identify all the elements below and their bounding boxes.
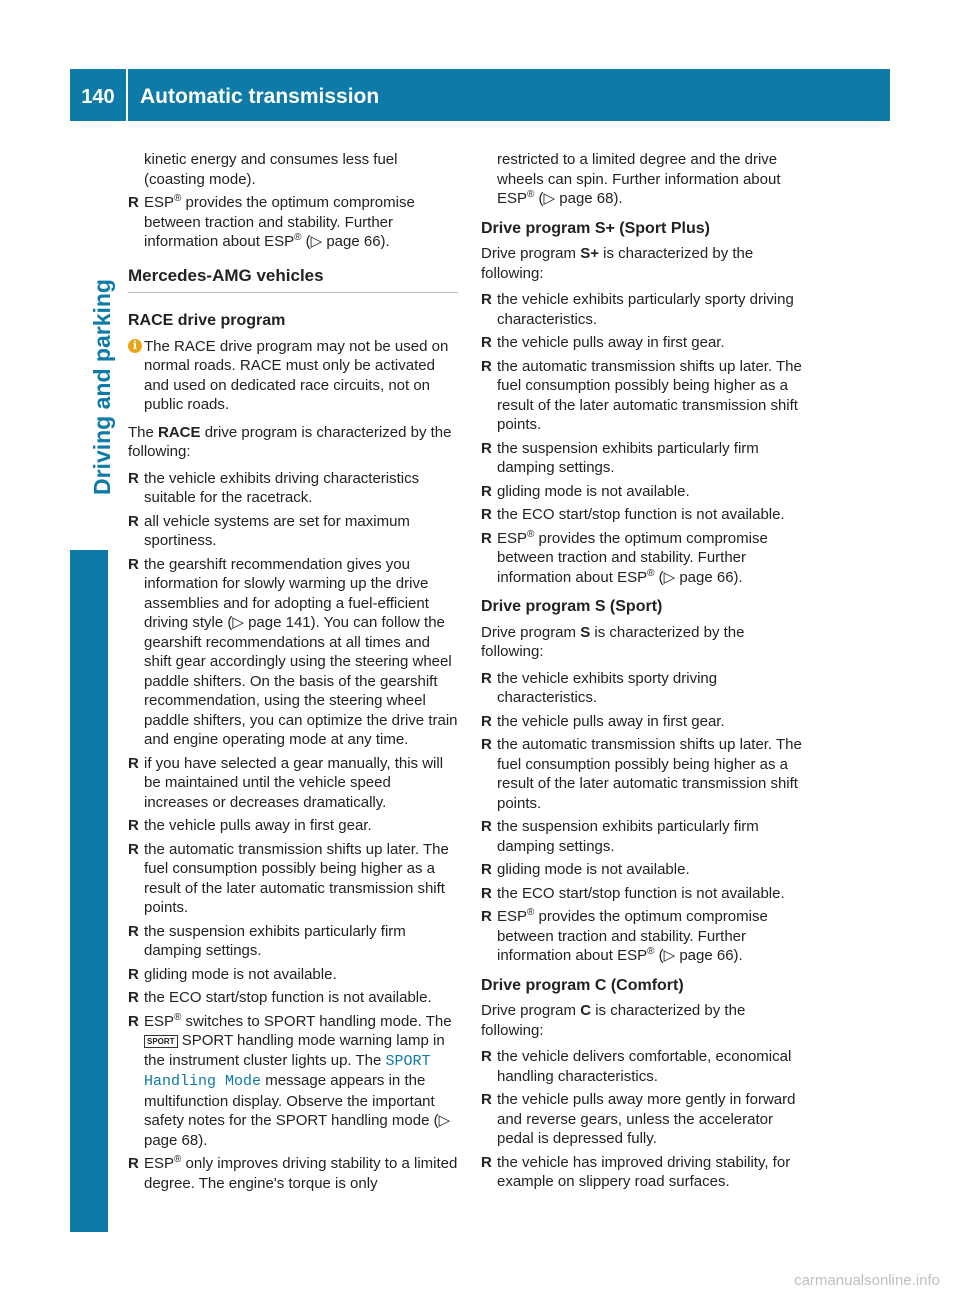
race-list bbox=[128, 469, 458, 1194]
list-item: R ESP® provides the optimum compromise between traction and stability. Further information about ESP® (▷ page 66). bbox=[481, 528, 768, 586]
list-item: R the suspension exhibits particularly firm damping settings. bbox=[128, 922, 406, 959]
esp-list bbox=[128, 193, 458, 252]
comfort-list bbox=[481, 1047, 811, 1192]
list-item: R the automatic transmission shifts up later. The fuel consumption possibly being higher as a result of the later automatic transmission shift points. bbox=[481, 357, 802, 433]
list-item: R the suspension exhibits particularly firm damping settings. bbox=[481, 439, 759, 476]
sport-list bbox=[481, 669, 811, 966]
list-item: R the vehicle exhibits particularly sporty driving characteristics. bbox=[481, 291, 794, 328]
section-heading: Mercedes-AMG vehicles bbox=[128, 266, 458, 294]
intro-text: kinetic energy and consumes less fuel (coasting mode). bbox=[144, 151, 398, 188]
list-item: R the vehicle has improved driving stability, for example on slippery road surfaces. bbox=[481, 1153, 791, 1190]
sport-mode-icon: SPORT bbox=[144, 1035, 178, 1048]
info-icon: i bbox=[128, 339, 142, 353]
race-intro: The RACE drive program is characterized by the following: bbox=[128, 423, 452, 460]
list-item: R gliding mode is not available. bbox=[128, 965, 337, 983]
display-message: SPORT Handling Mode bbox=[144, 1052, 431, 1090]
list-item: R the vehicle pulls away in first gear. bbox=[481, 712, 725, 730]
list-item: R the suspension exhibits particularly firm damping settings. bbox=[481, 818, 759, 855]
list-item: R if you have selected a gear manually, this will be maintained until the vehicle speed increases or decreases dramatically. bbox=[128, 754, 444, 811]
comfort-intro: Drive program C is characterized by the following: bbox=[481, 1002, 746, 1039]
page-title: Automatic transmission bbox=[140, 85, 380, 108]
list-item: R the vehicle pulls away in first gear. bbox=[128, 817, 372, 834]
comfort-heading: Drive program C (Comfort) bbox=[481, 976, 684, 994]
list-item: R all vehicle systems are set for maximum sportiness. bbox=[128, 512, 410, 549]
list-item: R ESP® provides the optimum compromise between traction and stability. Further information about ESP® (▷ page 66). bbox=[481, 907, 768, 964]
list-item: R the vehicle delivers comfortable, economical handling characteristics. bbox=[481, 1048, 792, 1085]
list-item: R gliding mode is not available. bbox=[481, 861, 690, 878]
continued-text: restricted to a limited degree and the drive wheels can spin. Further information about ESP® (▷ page 68). bbox=[497, 151, 781, 207]
info-note: i The RACE drive program may not be used on normal roads. RACE must only be activated and used on dedicated race circuits, not on public roads. bbox=[128, 337, 458, 415]
sport-intro: Drive program S is characterized by the following: bbox=[481, 623, 745, 660]
header-divider bbox=[126, 69, 128, 121]
list-item: R the vehicle pulls away in first gear. bbox=[481, 334, 725, 351]
splus-intro: Drive program S+ is characterized by the following: bbox=[481, 245, 754, 282]
list-item: R the vehicle pulls away more gently in forward and reverse gears, unless the accelerator pedal is depressed fully. bbox=[481, 1091, 796, 1147]
left-column bbox=[128, 150, 458, 1197]
page-header bbox=[70, 69, 890, 121]
chapter-tab-block bbox=[70, 550, 108, 1232]
sport-heading: Drive program S (Sport) bbox=[481, 598, 663, 615]
list-item: R the ECO start/stop function is not available. bbox=[481, 506, 785, 523]
list-item: R the gearshift recommendation gives you information for slowly warming up the drive assemblies and for adopting a fuel-efficient driving style (▷ page 141). You can follow the gearshift recommendations at all times and shift gear accordingly using the steering wheel paddle shifters. On the basis of the gearshift recommendation, using the steering wheel paddle shifters, you can optimize the drive train and engine operating mode at any time. bbox=[128, 555, 458, 748]
footer-watermark: carmanualsonline.info bbox=[794, 1272, 940, 1289]
page-number: 140 bbox=[81, 86, 115, 108]
list-item: R ESP® switches to SPORT handling mode. The SPORT SPORT handling mode warning lamp in the instrument cluster lights up. The SPORT Handling Mode message appears in the multifunction display. Observe the important safety notes for the SPORT handling mode (▷ page 68). bbox=[128, 1011, 452, 1149]
splus-list bbox=[481, 290, 811, 587]
list-item: R the ECO start/stop function is not available. bbox=[128, 989, 432, 1006]
list-item: R the vehicle exhibits driving characteristics suitable for the racetrack. bbox=[128, 469, 420, 506]
list-item: R gliding mode is not available. bbox=[481, 482, 690, 500]
list-item: R the ECO start/stop function is not available. bbox=[481, 884, 785, 902]
splus-heading: Drive program S+ (Sport Plus) bbox=[481, 219, 710, 237]
chapter-tab-label: Driving and parking bbox=[89, 279, 115, 495]
list-item: R ESP® provides the optimum compromise between traction and stability. Further information about ESP® (▷ page 66). bbox=[128, 193, 415, 250]
list-item: R the automatic transmission shifts up later. The fuel consumption possibly being higher as a result of the later automatic transmission shift points. bbox=[481, 736, 802, 812]
list-item: R ESP® only improves driving stability to a limited degree. The engine's torque is only bbox=[128, 1154, 458, 1192]
list-item: R the vehicle exhibits sporty driving characteristics. bbox=[481, 669, 718, 706]
list-item: R the automatic transmission shifts up later. The fuel consumption possibly being higher as a result of the later automatic transmission shift points. bbox=[128, 840, 449, 916]
race-heading: RACE drive program bbox=[128, 312, 286, 329]
right-column bbox=[481, 150, 811, 1196]
